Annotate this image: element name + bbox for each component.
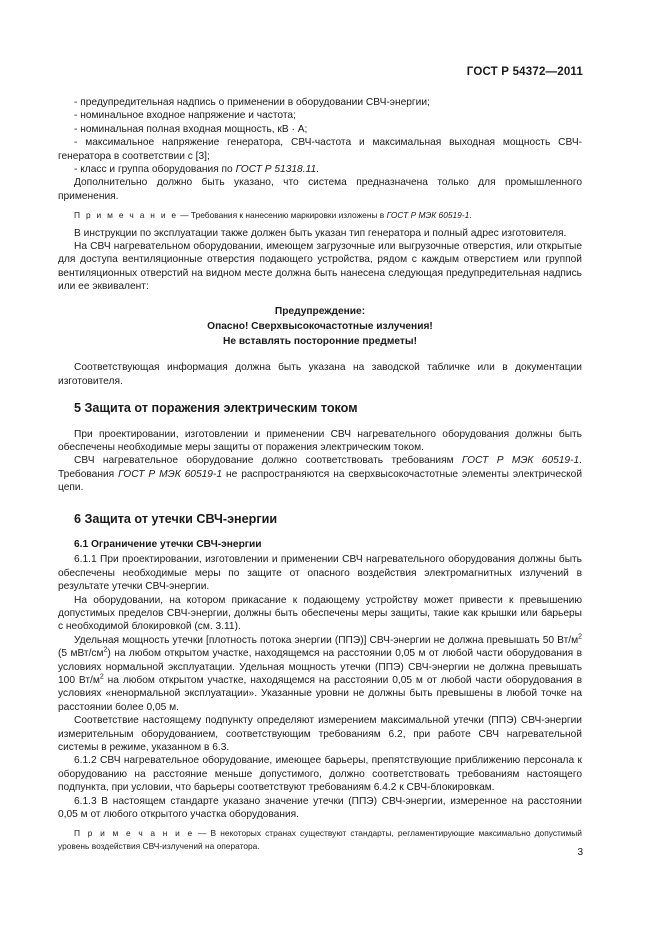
note-text: .	[469, 210, 472, 221]
section-6-title: 6 Защита от утечки СВЧ-энергии	[74, 511, 278, 526]
page-number: 3	[577, 847, 583, 858]
warning-line: Опасно! Сверхвысокочастотные излучения!	[207, 320, 433, 332]
standard-reference: ГОСТ Р МЭК 60519-1	[461, 455, 580, 467]
list-item: - номинальное входное напряжение и частота;	[74, 110, 296, 122]
section-5-paragraph	[58, 454, 582, 494]
list-item: - номинальная полная входная мощность, кВ · А;	[74, 123, 308, 135]
paragraph-text: на любом открытом участке, находящемся на расстоянии 0,05 м от любой части оборудования в условиях «ненормальной эксплуатации». Указанные уровни не должны быть превышены в любой точке на расстоянии более 0,05 м.	[58, 675, 582, 713]
subsection-6-1-title: 6.1 Ограничение утечки СВЧ-энергии	[74, 538, 262, 550]
section-5-title: 5 Защита от поражения электрическим током	[74, 401, 358, 416]
list-item-class	[58, 163, 582, 176]
list-item: - максимальное напряжение генератора, СВЧ-частота и максимальная выходная мощность СВЧ-генератора в соответствии с [3];	[58, 137, 582, 162]
standard-reference: ГОСТ Р МЭК 60519-1	[118, 468, 223, 480]
standard-reference: ГОСТ Р 51318.11	[235, 164, 317, 176]
note-text: — Требования к нанесению маркировки изложены в	[177, 210, 387, 221]
paragraph-text: ) на любом открытом участке, находящемся на расстоянии 0,05 м от любой части оборудования в условиях нормальной эксплуатации. Удельная мощность утечки (ППЭ) СВЧ-энергии не должна превышать 100 Вт/м	[58, 648, 582, 687]
paragraph-compliance: Соответствие настоящему подпункту определяют измерением максимальной утечки (ППЭ) СВЧ-энергии измерительным оборудованием, соответствующим требованиям 6.2, при работе СВЧ нагревательной системы в режиме, указанном в 6.3.	[58, 715, 582, 754]
list-item-text: - класс и группа оборудования по	[74, 164, 236, 176]
paragraph-6-1-2: 6.1.2 СВЧ нагревательное оборудование, имеющее барьеры, препятствующие приближению персонала к оборудованию на расстояние меньше допустимого, должно соответствовать требованиям настоящего подпункта, при условии, что барьеры соответствуют требованиям 6.4.2 к СВЧ-блокировкам.	[58, 755, 582, 794]
note-marking	[58, 209, 582, 221]
section-5-paragraph: При проектировании, изготовлении и применении СВЧ нагревательного оборудования должны быть обеспечены необходимые меры защиты от поражения электрическим током.	[58, 428, 582, 453]
page-content	[58, 96, 582, 857]
note-operator-exposure	[58, 827, 582, 852]
paragraph-6-1-1: 6.1.1 При проектировании, изготовлении и применении СВЧ нагревательного оборудования должны быть обеспечены необходимые меры по защите от опасного воздействия электромагнитных излучений в результате утечки СВЧ-энергии.	[58, 554, 582, 593]
paragraph-instruction: В инструкции по эксплуатации также должен быть указан тип генератора и полный адрес изготовителя.	[74, 227, 567, 239]
warning-line: Предупреждение:	[274, 305, 366, 317]
note-text: — В некоторых странах существуют стандарты, регламентирующие максимально допустимый уровень воздействия СВЧ-излучений на оператора.	[58, 828, 582, 851]
document-id-header: ГОСТ Р 54372—2011	[466, 66, 583, 78]
list-item: - предупредительная надпись о применении в оборудовании СВЧ-энергии;	[74, 97, 430, 108]
paragraph-6-1-3: 6.1.3 В настоящем стандарте указано значение утечки (ППЭ) СВЧ-энергии, измеренное на расстоянии 0,05 м от любого открытого участка оборудования.	[58, 795, 582, 821]
paragraph-density	[58, 634, 582, 714]
warning-label-block	[58, 304, 582, 350]
paragraph-contact: На оборудовании, на котором прикасание к подающему устройству может привести к превышению допустимых пределов СВЧ-энергии, должны быть обеспечены меры защиты, такие как крышки или барьеры с необходимой блокировкой (см. 3.11).	[58, 594, 582, 633]
note-label: П р и м е ч а н и е	[74, 210, 178, 221]
superscript: 2	[578, 633, 582, 641]
list-item-text: .	[316, 164, 319, 176]
paragraph-text: . Требования	[58, 455, 582, 480]
paragraph-text: Удельная мощность утечки [плотность потока энергии (ППЭ)] СВЧ-энергии не должна превышать 50 Вт/м	[74, 634, 579, 646]
superscript: 2	[99, 673, 104, 681]
paragraph-openings: На СВЧ нагревательном оборудовании, имеющем загрузочные или выгрузочные отверстия, или открытые для доступа вентиляционные отверстия подающего устройства, рядом с каждым отверстием или группой вентиляционных отверстий на видном месте должна быть нанесена следующая предупредительная надпись или ее эквивалент:	[58, 241, 582, 293]
paragraph-text: (5 мВт/см	[58, 648, 104, 660]
superscript: 2	[103, 646, 108, 654]
paragraph-text: СВЧ нагревательное оборудование должно соответствовать требованиям	[74, 455, 462, 467]
paragraph-text: не распространяются на сверхвысокочастотные элементы электрической цепи.	[58, 468, 583, 494]
warning-line: Не вставлять посторонние предметы!	[223, 336, 417, 348]
paragraph-additional: Дополнительно должно быть указано, что система предназначена только для промышленного применения.	[58, 177, 582, 202]
note-label: П р и м е ч а н и е	[74, 828, 194, 839]
standard-reference: ГОСТ Р МЭК 60519-1	[386, 210, 470, 221]
paragraph-plate: Соответствующая информация должна быть указана на заводской табличке или в документации изготовителя.	[58, 362, 582, 387]
